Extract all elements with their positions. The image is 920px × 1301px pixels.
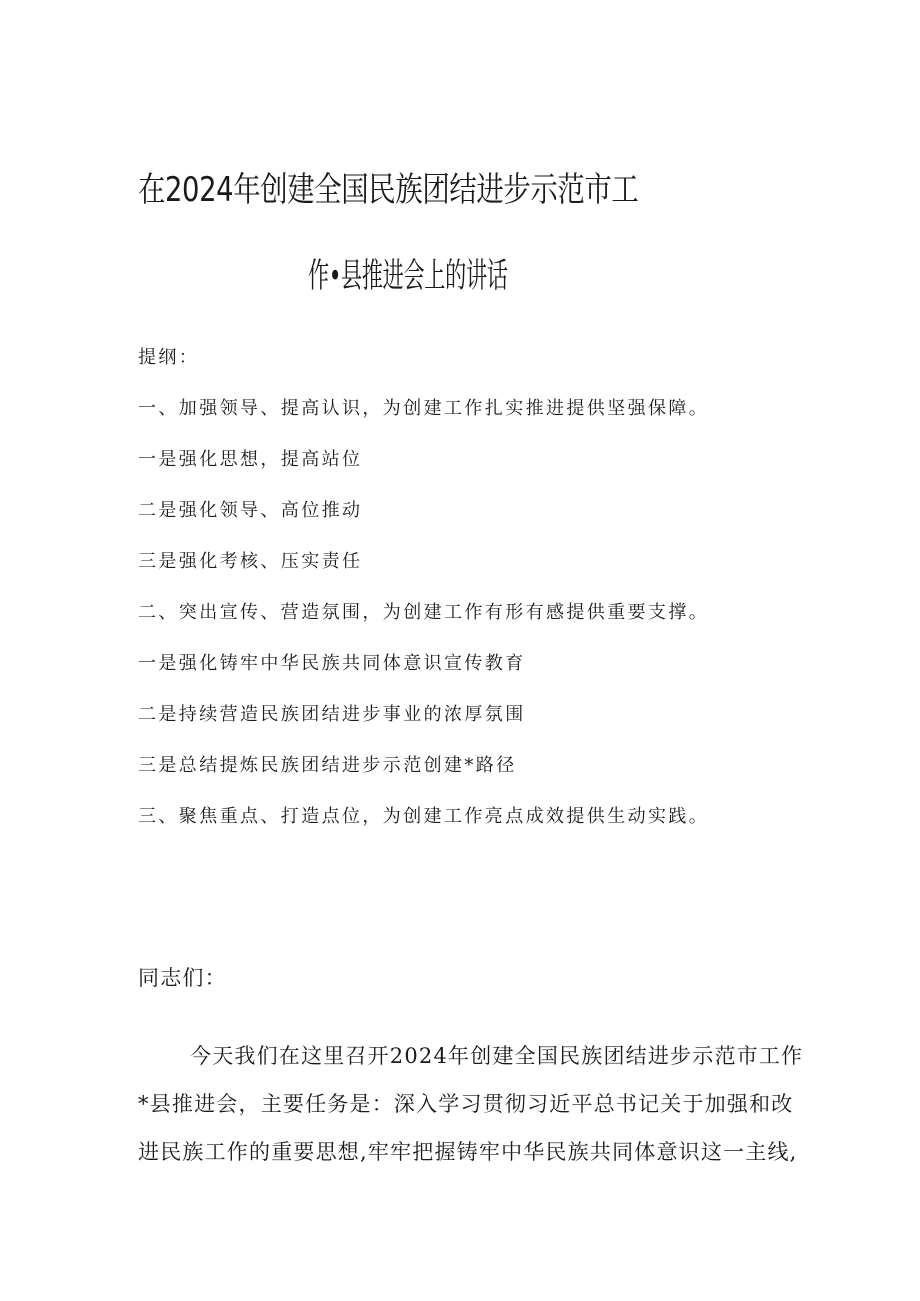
outline-heading: 提纲： (138, 347, 200, 368)
title-line-2: 作•县推进会上的讲话 (308, 256, 508, 296)
outline-item: 二、突出宣传、营造氛围，为创建工作有形有感提供重要支撑。 (138, 602, 710, 623)
outline-item: 一是强化铸牢中华民族共同体意识宣传教育 (138, 653, 526, 674)
outline-item: 三、聚焦重点、打造点位，为创建工作亮点成效提供生动实践。 (138, 806, 710, 827)
salutation: 同志们： (138, 966, 227, 990)
outline-item: 三是强化考核、压实责任 (138, 551, 363, 572)
body-paragraph-line: 进民族工作的重要思想,牢牢把握铸牢中华民族共同体意识这一主线, (138, 1140, 798, 1164)
body-paragraph-line: 今天我们在这里召开2024年创建全国民族团结进步示范市工作 (190, 1044, 804, 1068)
outline-item: 二是强化领导、高位推动 (138, 500, 363, 521)
body-paragraph-line: *县推进会，主要任务是：深入学习贯彻习近平总书记关于加强和改 (138, 1092, 794, 1116)
title-line-1: 在2024年创建全国民族团结进步示范市工 (138, 170, 639, 210)
outline-item: 三是总结提炼民族团结进步示范创建*路径 (138, 755, 517, 776)
outline-item: 二是持续营造民族团结进步事业的浓厚氛围 (138, 704, 526, 725)
outline-item: 一是强化思想，提高站位 (138, 449, 363, 470)
outline-item: 一、加强领导、提高认识，为创建工作扎实推进提供坚强保障。 (138, 398, 710, 419)
